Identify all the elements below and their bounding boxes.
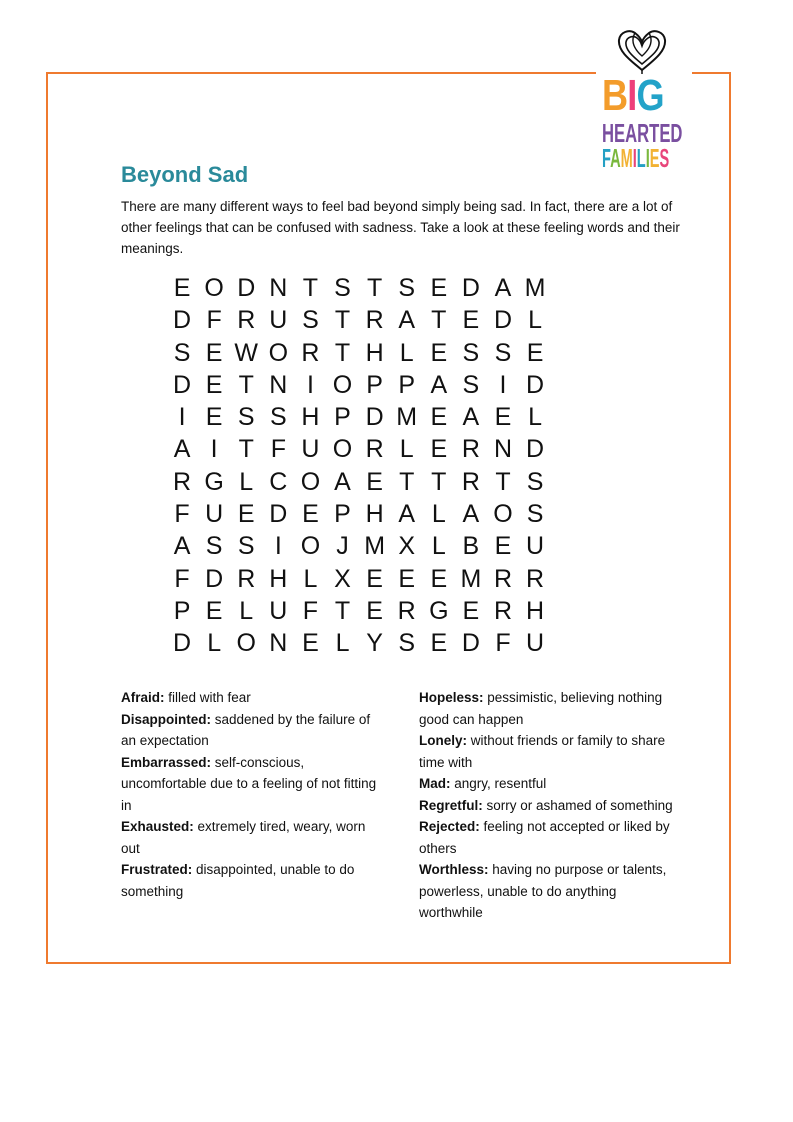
definition-item [419,730,681,773]
grid-letter[interactable]: O [493,500,513,529]
grid-letter[interactable]: A [462,403,480,432]
grid-letter[interactable]: R [365,306,384,335]
grid-letter[interactable]: S [205,532,223,561]
grid-letter[interactable]: M [524,274,546,302]
grid-letter[interactable]: H [301,403,320,432]
grid-row [166,272,551,304]
definition-meaning: sorry or ashamed of something [482,797,673,813]
definition-meaning: feeling not accepted or liked by others [419,819,670,856]
grid-letter[interactable]: E [430,274,448,302]
grid-letter[interactable]: F [302,596,319,625]
definition-word: Lonely: [419,733,468,748]
grid-letter[interactable]: L [431,500,446,529]
grid-letter[interactable]: A [334,467,351,496]
grid-letter[interactable]: T [334,306,351,335]
grid-row [166,433,551,465]
grid-letter[interactable]: R [237,306,256,335]
definition-meaning: extremely tired, weary, worn out [121,819,366,856]
definition-item [419,687,681,730]
grid-letter[interactable]: D [237,274,256,302]
grid-letter[interactable]: F [270,435,286,464]
logo-big: BIG [602,71,664,120]
grid-letter[interactable]: P [366,370,383,399]
grid-letter[interactable]: A [494,274,512,302]
grid-letter[interactable]: A [398,500,416,529]
grid-letter[interactable]: T [399,467,415,496]
definition-item [419,795,681,817]
grid-letter[interactable]: N [269,629,288,658]
grid-row [166,304,551,336]
grid-letter[interactable]: T [238,435,254,464]
grid-letter[interactable]: A [398,306,416,335]
grid-row [166,498,551,530]
grid-letter[interactable]: E [526,338,544,367]
grid-letter[interactable]: S [526,467,544,496]
grid-letter[interactable]: A [430,370,448,399]
grid-letter[interactable]: L [239,596,254,625]
grid-letter[interactable]: L [303,564,318,593]
grid-letter[interactable]: R [301,338,320,367]
heart-icon [615,28,669,74]
grid-letter[interactable]: S [269,403,287,432]
grid-row [166,466,551,498]
grid-letter[interactable]: E [494,403,512,432]
grid-letter[interactable]: T [431,467,447,496]
logo-hearted: HEARTED [602,118,683,148]
grid-letter[interactable]: I [210,435,218,464]
page-title: Beyond Sad [121,162,249,187]
grid-letter[interactable]: O [332,435,353,464]
grid-letter[interactable]: D [173,306,192,335]
grid-letter[interactable]: D [461,274,480,302]
grid-letter[interactable]: P [173,596,191,625]
grid-letter[interactable]: B [462,532,480,561]
grid-letter[interactable]: S [462,338,480,367]
grid-letter[interactable]: E [430,435,448,464]
grid-letter[interactable]: S [302,306,319,335]
grid-letter[interactable]: P [334,403,351,432]
grid-letter[interactable]: R [526,564,545,593]
grid-letter[interactable]: T [238,370,254,399]
grid-letter[interactable]: Y [366,629,383,658]
grid-letter[interactable]: O [300,467,321,496]
grid-letter[interactable]: E [366,596,383,625]
grid-row [166,595,551,627]
grid-letter[interactable]: F [174,564,190,593]
grid-letter[interactable]: S [173,338,191,367]
grid-letter[interactable]: E [237,500,255,529]
grid-letter[interactable]: S [494,338,512,367]
definition-meaning: filled with fear [164,690,251,705]
grid-letter[interactable]: E [398,564,416,593]
grid-letter[interactable]: I [178,403,186,432]
grid-letter[interactable]: L [399,338,414,367]
grid-row [166,627,551,659]
definition-word: Disappointed: [121,711,211,727]
grid-letter[interactable]: M [396,403,418,432]
grid-letter[interactable]: M [460,564,482,593]
grid-letter[interactable]: E [430,564,448,593]
definitions-right-column [419,687,681,924]
grid-row [166,401,551,433]
definition-word: Rejected: [419,819,480,834]
grid-letter[interactable]: N [269,370,288,399]
grid-letter[interactable]: U [301,435,320,464]
grid-letter[interactable]: E [366,467,383,496]
grid-letter[interactable]: E [205,338,223,367]
grid-letter[interactable]: R [397,596,416,625]
definition-meaning: pessimistic, believing nothing good can happen [419,690,663,727]
grid-letter[interactable]: H [526,596,545,625]
grid-letter[interactable]: G [429,596,449,625]
grid-letter[interactable]: U [526,629,545,658]
grid-row [166,530,551,562]
grid-letter[interactable]: O [204,274,224,302]
grid-letter[interactable]: X [334,564,351,593]
grid-letter[interactable]: L [335,629,350,658]
grid-letter[interactable]: W [234,338,259,367]
grid-letter[interactable]: P [334,500,351,529]
grid-letter[interactable]: E [302,500,319,529]
grid-letter[interactable]: N [269,274,288,302]
grid-letter[interactable]: E [494,532,512,561]
definition-meaning: having no purpose or talents, powerless, unable to do anything worthwhile [419,862,667,920]
definition-word: Regretful: [419,797,483,813]
grid-letter[interactable]: S [237,532,255,561]
grid-letter[interactable]: L [431,532,446,561]
definition-word: Afraid: [121,690,165,705]
definition-meaning: saddened by the failure of an expectation [121,711,371,748]
grid-letter[interactable]: U [526,532,545,561]
grid-letter[interactable]: D [269,500,288,529]
grid-letter[interactable]: E [462,306,480,335]
grid-letter[interactable]: S [398,629,416,658]
grid-letter[interactable]: E [173,274,191,302]
grid-letter[interactable]: S [462,370,480,399]
grid-letter[interactable]: R [493,596,513,625]
definition-word: Frustrated: [121,862,193,877]
definition-item [121,816,381,859]
definition-item [419,773,681,795]
grid-letter[interactable]: S [526,500,544,529]
grid-letter[interactable]: T [302,274,319,302]
logo-families: FAMILIES [602,143,670,173]
definition-word: Hopeless: [419,690,484,705]
grid-letter[interactable]: E [205,403,223,432]
grid-letter[interactable]: G [204,467,224,496]
grid-letter[interactable]: O [236,629,256,658]
grid-letter[interactable]: O [300,532,321,561]
grid-letter[interactable]: L [528,403,543,432]
grid-row [166,563,551,595]
grid-letter[interactable]: H [365,338,384,367]
grid-letter[interactable]: T [334,596,351,625]
definition-word: Mad: [419,776,451,791]
grid-letter[interactable]: M [364,532,386,561]
grid-letter[interactable]: E [462,596,480,625]
grid-letter[interactable]: T [366,274,383,302]
grid-letter[interactable]: D [493,306,513,335]
big-hearted-families-logo [596,28,692,178]
definition-item [121,709,381,752]
grid-letter[interactable]: O [332,370,353,399]
grid-row [166,369,551,401]
grid-letter[interactable]: D [173,629,192,658]
grid-letter[interactable]: U [269,596,288,625]
grid-letter[interactable]: X [398,532,416,561]
grid-letter[interactable]: E [430,629,448,658]
definition-word: Exhausted: [121,819,194,834]
definition-meaning: disappointed, unable to do something [121,862,355,899]
grid-letter[interactable]: E [430,403,448,432]
grid-letter[interactable]: E [205,596,223,625]
grid-letter[interactable]: R [493,564,513,593]
grid-letter[interactable]: P [398,370,416,399]
grid-letter[interactable]: T [495,467,511,496]
intro-paragraph: There are many different ways to feel bad beyond simply being sad. In fact, there are a lot of other feelings that can be confused with sadness. Take a look at these feeling words and their meanings. [121,199,680,256]
grid-row [166,337,551,369]
grid-letter[interactable]: C [269,467,288,496]
grid-letter[interactable]: S [398,274,416,302]
grid-letter[interactable]: E [366,564,383,593]
definition-item [121,687,381,709]
grid-letter[interactable]: U [205,500,224,529]
grid-letter[interactable]: H [269,564,288,593]
grid-letter[interactable]: U [269,306,288,335]
grid-letter[interactable]: R [461,435,480,464]
grid-letter[interactable]: R [237,564,256,593]
grid-letter[interactable]: L [239,467,254,496]
grid-letter[interactable]: T [431,306,447,335]
grid-letter[interactable]: D [205,564,224,593]
grid-letter[interactable]: S [237,403,255,432]
grid-letter[interactable]: A [462,500,480,529]
grid-letter[interactable]: L [207,629,222,658]
grid-letter[interactable]: D [461,629,480,658]
definition-item [419,859,681,924]
grid-letter[interactable]: L [528,306,543,335]
grid-letter[interactable]: L [399,435,414,464]
grid-letter[interactable]: I [306,370,314,399]
grid-letter[interactable]: E [302,629,319,658]
grid-letter[interactable]: E [430,338,448,367]
definition-item [121,752,381,817]
grid-letter[interactable]: R [461,467,480,496]
grid-letter[interactable]: F [495,629,511,658]
word-search-grid [166,272,551,660]
grid-letter[interactable]: H [365,500,384,529]
grid-letter[interactable]: A [173,532,191,561]
grid-letter[interactable]: F [206,306,222,335]
grid-letter[interactable]: D [173,370,192,399]
definition-meaning: self-conscious, uncomfortable due to a feeling of not fitting in [121,754,377,813]
grid-letter[interactable]: D [526,435,545,464]
definition-word: Worthless: [419,862,489,877]
definition-item [419,816,681,859]
grid-letter[interactable]: F [174,500,190,529]
grid-letter[interactable]: R [173,467,192,496]
grid-letter[interactable]: R [365,435,384,464]
grid-letter[interactable]: I [274,532,282,561]
grid-letter[interactable]: J [336,532,349,561]
definition-meaning: angry, resentful [450,776,547,791]
grid-letter[interactable]: I [499,370,507,399]
grid-letter[interactable]: D [526,370,545,399]
definition-word: Embarrassed: [121,754,212,770]
grid-letter[interactable]: S [334,274,351,302]
grid-letter[interactable]: N [493,435,513,464]
grid-letter[interactable]: E [205,370,223,399]
grid-letter[interactable]: D [365,403,384,432]
definitions-left-column [121,687,381,902]
definition-meaning: without friends or family to share time with [419,733,666,770]
grid-letter[interactable]: T [334,338,351,367]
grid-letter[interactable]: A [173,435,191,464]
grid-letter[interactable]: O [268,338,289,367]
definition-item [121,859,381,902]
